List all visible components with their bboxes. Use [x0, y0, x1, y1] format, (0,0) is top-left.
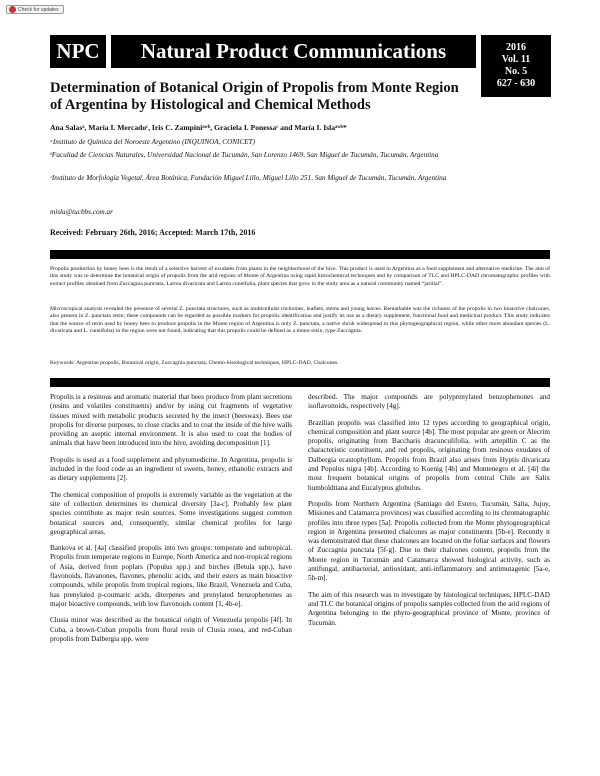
paper-title: Determination of Botanical Origin of Propolis from Monte Region of Argentina by Histological and Chemical Methods: [50, 80, 459, 113]
abstract-top-divider: [50, 250, 550, 259]
body-paragraph: Bankova et al. [4a] classified propolis into two groups: temperate and subtropical. Propolis from temperate regions in Europe, North America and non-tropical regions of Asia, derived from poplars (Populus spp.) and birches (Betula spp.), have flavonoids, flavanones, flavones, phenolic acids, and their esters as main bioactive compounds, while propolis from tropical regions, like Brazil, Venezuela and Cuba, has prenylated p-coumaric acids, diterpenes and prenylated benzophenones as major bioactive compounds, with low flavonoids content [1, 4b-e].: [50, 544, 292, 608]
abstract-bottom-divider: [50, 378, 550, 387]
affiliation-a: ᵃInstituto de Química del Noroeste Argentino (INQUINOA, CONICET): [50, 138, 256, 146]
body-paragraph: Propolis is used as a food supplement and phytomedicine. In Argentina, propolis is included in the food code as an ingredient of sweets, honey, ethanolic extracts and as dietary supplements [2].: [50, 455, 292, 483]
issue-volume: Vol. 11: [501, 54, 531, 65]
author-list: Ana Salasᵃ, María I. Mercadoᶜ, Iris C. Zampiniᵃʷᵇ, Graciela I. Ponessaᶜ and María I. Islaᵃʷᵇ*: [50, 123, 347, 132]
body-left-column: [50, 393, 292, 651]
check-for-updates-badge[interactable]: [6, 5, 64, 14]
body-paragraph: Propolis is a resinous and aromatic material that bees produce from plant secretions (resins and volatiles constituents) and/or by using cut fragments of vegetative tissues mixed with metabolic products secreted by the insect (beeswax). Bees use propolis for diverse purposes, to close cracks and to coat the inside of the hive walls providing an aseptic internal environment. It is also used to coat the bodies of animals that have been introduced into the hive, avoiding decomposition [1].: [50, 393, 292, 448]
affiliation-b: ᵇFacultad de Ciencias Naturales, Universidad Nacional de Tucumán, San Lorenzo 1469, San Miguel de Tucumán, Tucumán, Argentina: [50, 151, 439, 159]
issue-pages: 627 - 630: [496, 78, 536, 89]
abstract-paragraph-2: Microscopical analysis revealed the presence of several Z. punctata structures, such as multicellular trichomes, leaflets, stems and young leaves. Remarkable was the richness of the propolis in two bioactive chalcones, also present in Z. punctata resin; these compounds can be regarded as possible markers for propolis identification and justify its use as a dietary supplement, functional food and medicinal product. This study indicates that the source of resin used by honey bees to produce propolis in the Monte region of Argentina is only Z. punctata, a native shrub widespread in this phytogeographical region, while other more abundant species (L. divaricata and L. cuneifolia) in the region were not found, indicating that this propolis could be defined as a mono-resin, type-Zuccagnia.: [50, 306, 550, 335]
issue-number: No. 5: [504, 66, 528, 77]
body-paragraph: described. The major compounds are polyprenylated benzophenones and isoflavonoids, respectively [4g].: [308, 393, 550, 411]
issue-year: 2016: [506, 42, 526, 53]
body-paragraph: Brazilian propolis was classified into 12 types according to geographical origin, chemical composition and plant source [4b]. The most popular are green or Alecrim propolis, originating from Baccharis dracunculifolia, with artepillin C as the characteristic constituent, and red propolis, originating from resinous exudates of Dalbergia ecastophyllum. Propolis from Brazil also arises from Hyptis divaricata and Populus nigra [4b]. According to Koenig [4h] and Montenegro et al. [4i] the most frequent botanical origins of propolis from central Chile are Salix humboldtiana and Eucalyptus globulus.: [308, 418, 550, 492]
body-paragraph: Propolis from Northern Argentina (Santiago del Estero, Tucumán, Salta, Jujuy, Misiones and Catamarca provinces) was classified according to its chromatographic profiles into three types [5a]. Propolis collected from the Monte phytogeographical region in Argentina presented chalcones as major constituents [5b-e]. Recently it was demonstrated that these chalcones are located on the foliar surfaces and flowers of Zuccagnia punctata [5f-g]. Due to their chalcones content, propolis from the Monte region in Tucumán and Catamarca showed biological activity, such as antifungal, antibacterial, antioxidant, anti-inflammatory and antimutagenic [5a-e, 5h-m].: [308, 499, 550, 583]
check-updates-label: Check for updates: [18, 6, 59, 13]
body-paragraph: The aim of this research was to investigate by histological techniques, HPLC-DAD and TLC the botanical origins of propolis samples collected from the arid regions of Argentina belonging to the phyto-geographical province of Monte, province of Tucumán.: [308, 590, 550, 627]
body-paragraph: The chemical composition of propolis is extremely variable as the vegetation at the site of collection determines its chemical diversity [3a-c]. Probably few plant species contribute as major resin sources. Some investigations suggest common botanical sources and, consequently, similar chemical profiles for large geographical areas.: [50, 490, 292, 536]
abstract-paragraph-1: Propolis production by honey bees is the result of a selective harvest of exudates from plants in the neighborhood of the hive. This product is used in Argentina as a food supplement and alternative medicine. The aim of this study was to determine the botanical origin of propolis from the arid regions of Monte of Argentina using rapid histochemical techniques and by comparison of TLC and HPLC-DAD chromatographic profiles with extract profiles obtained from Zuccagnia punctata, Larrea divaricata and Larrea cuneifolia, plant species that grow in the study area as a natural community named “jarillal”.: [50, 266, 550, 287]
check-updates-icon: [9, 6, 16, 13]
journal-name: Natural Product Communications: [111, 35, 476, 68]
journal-abbrev: NPC: [50, 35, 106, 68]
body-right-column: [308, 393, 550, 635]
issue-info: [481, 35, 551, 97]
received-dates: Received: February 26th, 2016; Accepted: March 17th, 2016: [50, 228, 256, 237]
affiliation-c: ᶜInstituto de Morfología Vegetal, Área Botánica, Fundación Miguel Lillo, Miguel Lillo 251, San Miguel de Tucumán, Tucumán, Argentina: [50, 174, 447, 182]
body-paragraph: Clusia minor was described as the botanical origin of Venezuela propolis [4f]. In Cuba, a brown-Cuban propolis from floral resin of Clusia rosea, and red-Cuban propolis from Dalbergia spp. were: [50, 616, 292, 643]
contact-email[interactable]: misla@tucbbs.com.ar: [50, 208, 113, 216]
keywords: Keywords: Argentine propolis, Botanical origin, Zuccagnia punctata, Chemo-histological techniques, HPLC-DAD, Chalcones.: [50, 360, 339, 366]
